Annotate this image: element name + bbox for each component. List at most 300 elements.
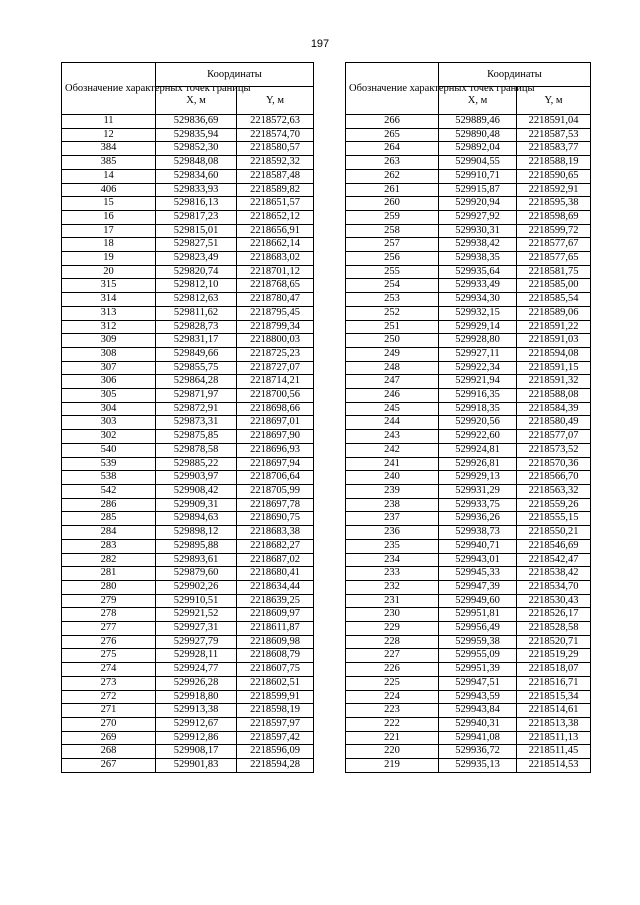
y-coordinate-cell: 2218697,94 xyxy=(237,457,314,471)
point-number-cell: 276 xyxy=(62,635,156,649)
table-row xyxy=(62,375,314,389)
x-coordinate-cell: 529889,46 xyxy=(439,115,517,129)
y-coordinate-cell: 2218574,70 xyxy=(237,128,314,142)
y-coordinate-cell: 2218599,72 xyxy=(517,224,591,238)
point-number-cell: 219 xyxy=(346,759,439,773)
x-coordinate-cell: 529928,11 xyxy=(156,649,237,663)
y-header: Y, м xyxy=(237,87,314,115)
table-row xyxy=(62,622,314,636)
x-coordinate-cell: 529926,28 xyxy=(156,676,237,690)
point-number-cell: 260 xyxy=(346,197,439,211)
point-number-cell: 540 xyxy=(62,443,156,457)
y-coordinate-cell: 2218597,42 xyxy=(237,731,314,745)
y-coordinate-cell: 2218607,75 xyxy=(237,663,314,677)
x-coordinate-cell: 529811,62 xyxy=(156,306,237,320)
table-row xyxy=(346,416,591,430)
point-number-cell: 270 xyxy=(62,717,156,731)
table-row xyxy=(346,430,591,444)
x-coordinate-cell: 529910,51 xyxy=(156,594,237,608)
point-number-cell: 285 xyxy=(62,512,156,526)
point-number-cell: 308 xyxy=(62,347,156,361)
y-coordinate-cell: 2218580,49 xyxy=(517,416,591,430)
point-number-cell: 269 xyxy=(62,731,156,745)
coordinates-header: Координаты xyxy=(156,63,314,87)
point-number-cell: 12 xyxy=(62,128,156,142)
x-coordinate-cell: 529875,85 xyxy=(156,430,237,444)
point-number-cell: 16 xyxy=(62,210,156,224)
x-coordinate-cell: 529912,67 xyxy=(156,717,237,731)
x-coordinate-cell: 529929,14 xyxy=(439,320,517,334)
table-body-right xyxy=(346,115,591,773)
x-coordinate-cell: 529849,66 xyxy=(156,347,237,361)
x-coordinate-cell: 529904,55 xyxy=(439,156,517,170)
point-number-cell: 305 xyxy=(62,389,156,403)
y-coordinate-cell: 2218697,01 xyxy=(237,416,314,430)
x-coordinate-cell: 529943,84 xyxy=(439,704,517,718)
y-coordinate-cell: 2218652,12 xyxy=(237,210,314,224)
y-coordinate-cell: 2218690,75 xyxy=(237,512,314,526)
y-coordinate-cell: 2218634,44 xyxy=(237,580,314,594)
x-coordinate-cell: 529941,08 xyxy=(439,731,517,745)
x-coordinate-cell: 529831,17 xyxy=(156,334,237,348)
x-coordinate-cell: 529920,94 xyxy=(439,197,517,211)
y-coordinate-cell: 2218608,79 xyxy=(237,649,314,663)
x-coordinate-cell: 529812,63 xyxy=(156,293,237,307)
y-coordinate-cell: 2218591,15 xyxy=(517,361,591,375)
table-row xyxy=(62,759,314,773)
x-coordinate-cell: 529924,77 xyxy=(156,663,237,677)
table-row xyxy=(62,320,314,334)
y-coordinate-cell: 2218799,34 xyxy=(237,320,314,334)
x-coordinate-cell: 529918,80 xyxy=(156,690,237,704)
x-coordinate-cell: 529827,51 xyxy=(156,238,237,252)
y-coordinate-cell: 2218583,77 xyxy=(517,142,591,156)
x-coordinate-cell: 529894,63 xyxy=(156,512,237,526)
table-row xyxy=(346,128,591,142)
y-coordinate-cell: 2218580,57 xyxy=(237,142,314,156)
table-row xyxy=(346,252,591,266)
table-row xyxy=(346,704,591,718)
point-number-cell: 256 xyxy=(346,252,439,266)
point-number-cell: 232 xyxy=(346,580,439,594)
x-coordinate-cell: 529855,75 xyxy=(156,361,237,375)
table-row xyxy=(62,334,314,348)
y-coordinate-cell: 2218534,70 xyxy=(517,580,591,594)
y-coordinate-cell: 2218683,38 xyxy=(237,526,314,540)
y-coordinate-cell: 2218706,64 xyxy=(237,471,314,485)
point-number-cell: 242 xyxy=(346,443,439,457)
y-coordinate-cell: 2218589,06 xyxy=(517,306,591,320)
y-coordinate-cell: 2218598,19 xyxy=(237,704,314,718)
y-coordinate-cell: 2218725,23 xyxy=(237,347,314,361)
y-coordinate-cell: 2218598,69 xyxy=(517,210,591,224)
x-coordinate-cell: 529947,39 xyxy=(439,580,517,594)
y-coordinate-cell: 2218542,47 xyxy=(517,553,591,567)
table-row xyxy=(62,608,314,622)
y-coordinate-cell: 2218680,41 xyxy=(237,567,314,581)
point-number-cell: 280 xyxy=(62,580,156,594)
x-header: X, м xyxy=(156,87,237,115)
table-row xyxy=(346,156,591,170)
table-row xyxy=(346,649,591,663)
x-coordinate-cell: 529921,52 xyxy=(156,608,237,622)
y-coordinate-cell: 2218577,07 xyxy=(517,430,591,444)
designation-header: Обозначение характерных точек границы xyxy=(62,63,156,115)
y-coordinate-cell: 2218611,87 xyxy=(237,622,314,636)
table-row xyxy=(62,224,314,238)
y-coordinate-cell: 2218519,29 xyxy=(517,649,591,663)
point-number-cell: 273 xyxy=(62,676,156,690)
point-number-cell: 246 xyxy=(346,389,439,403)
point-number-cell: 244 xyxy=(346,416,439,430)
table-row xyxy=(62,676,314,690)
table-row xyxy=(346,443,591,457)
x-coordinate-cell: 529909,31 xyxy=(156,498,237,512)
y-coordinate-cell: 2218588,08 xyxy=(517,389,591,403)
point-number-cell: 241 xyxy=(346,457,439,471)
x-coordinate-cell: 529927,11 xyxy=(439,347,517,361)
table-row xyxy=(62,347,314,361)
x-coordinate-cell: 529892,04 xyxy=(439,142,517,156)
y-coordinate-cell: 2218538,42 xyxy=(517,567,591,581)
y-coordinate-cell: 2218514,61 xyxy=(517,704,591,718)
x-coordinate-cell: 529947,51 xyxy=(439,676,517,690)
x-coordinate-cell: 529940,31 xyxy=(439,717,517,731)
point-number-cell: 272 xyxy=(62,690,156,704)
table-row xyxy=(62,539,314,553)
x-coordinate-cell: 529878,58 xyxy=(156,443,237,457)
table-row xyxy=(346,169,591,183)
x-coordinate-cell: 529918,35 xyxy=(439,402,517,416)
x-coordinate-cell: 529817,23 xyxy=(156,210,237,224)
y-coordinate-cell: 2218550,21 xyxy=(517,526,591,540)
table-row xyxy=(62,580,314,594)
x-coordinate-cell: 529893,61 xyxy=(156,553,237,567)
x-coordinate-cell: 529949,60 xyxy=(439,594,517,608)
point-number-cell: 257 xyxy=(346,238,439,252)
point-number-cell: 225 xyxy=(346,676,439,690)
x-coordinate-cell: 529943,01 xyxy=(439,553,517,567)
table-row xyxy=(346,498,591,512)
point-number-cell: 284 xyxy=(62,526,156,540)
point-number-cell: 266 xyxy=(346,115,439,129)
x-coordinate-cell: 529898,12 xyxy=(156,526,237,540)
x-coordinate-cell: 529933,49 xyxy=(439,279,517,293)
point-number-cell: 281 xyxy=(62,567,156,581)
table-row xyxy=(346,484,591,498)
table-row xyxy=(62,156,314,170)
point-number-cell: 274 xyxy=(62,663,156,677)
point-number-cell: 259 xyxy=(346,210,439,224)
y-coordinate-cell: 2218511,13 xyxy=(517,731,591,745)
point-number-cell: 309 xyxy=(62,334,156,348)
x-coordinate-cell: 529936,72 xyxy=(439,745,517,759)
coordinates-header: Координаты xyxy=(439,63,591,87)
point-number-cell: 239 xyxy=(346,484,439,498)
point-number-cell: 271 xyxy=(62,704,156,718)
point-number-cell: 222 xyxy=(346,717,439,731)
y-coordinate-cell: 2218683,02 xyxy=(237,252,314,266)
y-coordinate-cell: 2218800,03 xyxy=(237,334,314,348)
x-coordinate-cell: 529872,91 xyxy=(156,402,237,416)
point-number-cell: 17 xyxy=(62,224,156,238)
table-row xyxy=(346,717,591,731)
table-row xyxy=(62,594,314,608)
y-coordinate-cell: 2218592,32 xyxy=(237,156,314,170)
x-coordinate-cell: 529920,56 xyxy=(439,416,517,430)
y-coordinate-cell: 2218727,07 xyxy=(237,361,314,375)
table-row xyxy=(62,745,314,759)
point-number-cell: 277 xyxy=(62,622,156,636)
y-coordinate-cell: 2218687,02 xyxy=(237,553,314,567)
y-coordinate-cell: 2218572,63 xyxy=(237,115,314,129)
point-number-cell: 307 xyxy=(62,361,156,375)
table-row xyxy=(62,402,314,416)
point-number-cell: 265 xyxy=(346,128,439,142)
point-number-cell: 238 xyxy=(346,498,439,512)
table-row xyxy=(62,498,314,512)
point-number-cell: 539 xyxy=(62,457,156,471)
point-number-cell: 18 xyxy=(62,238,156,252)
coordinates-table-right xyxy=(345,62,591,773)
point-number-cell: 240 xyxy=(346,471,439,485)
y-coordinate-cell: 2218581,75 xyxy=(517,265,591,279)
point-number-cell: 245 xyxy=(346,402,439,416)
table-row xyxy=(346,608,591,622)
x-coordinate-cell: 529934,30 xyxy=(439,293,517,307)
point-number-cell: 279 xyxy=(62,594,156,608)
point-number-cell: 223 xyxy=(346,704,439,718)
table-row xyxy=(346,183,591,197)
table-row xyxy=(346,115,591,129)
x-coordinate-cell: 529833,93 xyxy=(156,183,237,197)
table-row xyxy=(62,265,314,279)
table-row xyxy=(62,635,314,649)
x-coordinate-cell: 529933,75 xyxy=(439,498,517,512)
coordinates-table-left xyxy=(61,62,314,773)
x-coordinate-cell: 529938,42 xyxy=(439,238,517,252)
table-row xyxy=(62,416,314,430)
table-row xyxy=(62,197,314,211)
table-row xyxy=(62,142,314,156)
table-row xyxy=(346,580,591,594)
x-coordinate-cell: 529823,49 xyxy=(156,252,237,266)
point-number-cell: 538 xyxy=(62,471,156,485)
x-coordinate-cell: 529929,13 xyxy=(439,471,517,485)
point-number-cell: 283 xyxy=(62,539,156,553)
y-coordinate-cell: 2218516,71 xyxy=(517,676,591,690)
table-row xyxy=(62,512,314,526)
y-coordinate-cell: 2218714,21 xyxy=(237,375,314,389)
x-coordinate-cell: 529916,35 xyxy=(439,389,517,403)
y-coordinate-cell: 2218682,27 xyxy=(237,539,314,553)
point-number-cell: 227 xyxy=(346,649,439,663)
y-coordinate-cell: 2218577,65 xyxy=(517,252,591,266)
table-row xyxy=(346,265,591,279)
point-number-cell: 221 xyxy=(346,731,439,745)
point-number-cell: 312 xyxy=(62,320,156,334)
x-coordinate-cell: 529871,97 xyxy=(156,389,237,403)
x-coordinate-cell: 529927,79 xyxy=(156,635,237,649)
y-coordinate-cell: 2218555,15 xyxy=(517,512,591,526)
x-coordinate-cell: 529908,42 xyxy=(156,484,237,498)
y-coordinate-cell: 2218585,54 xyxy=(517,293,591,307)
y-coordinate-cell: 2218592,91 xyxy=(517,183,591,197)
y-coordinate-cell: 2218795,45 xyxy=(237,306,314,320)
table-row xyxy=(62,169,314,183)
x-coordinate-cell: 529936,26 xyxy=(439,512,517,526)
x-coordinate-cell: 529879,60 xyxy=(156,567,237,581)
x-coordinate-cell: 529816,13 xyxy=(156,197,237,211)
point-number-cell: 248 xyxy=(346,361,439,375)
table-row xyxy=(62,210,314,224)
table-row xyxy=(62,293,314,307)
table-row xyxy=(346,731,591,745)
table-row xyxy=(346,361,591,375)
table-row xyxy=(62,704,314,718)
table-row xyxy=(62,471,314,485)
point-number-cell: 278 xyxy=(62,608,156,622)
table-row xyxy=(62,731,314,745)
table-row xyxy=(346,594,591,608)
y-coordinate-cell: 2218591,22 xyxy=(517,320,591,334)
y-coordinate-cell: 2218639,25 xyxy=(237,594,314,608)
table-row xyxy=(62,484,314,498)
y-coordinate-cell: 2218696,93 xyxy=(237,443,314,457)
point-number-cell: 253 xyxy=(346,293,439,307)
page-number: 197 xyxy=(310,38,330,50)
y-coordinate-cell: 2218656,91 xyxy=(237,224,314,238)
table-row xyxy=(346,320,591,334)
x-coordinate-cell: 529945,33 xyxy=(439,567,517,581)
x-coordinate-cell: 529940,71 xyxy=(439,539,517,553)
y-coordinate-cell: 2218591,04 xyxy=(517,115,591,129)
point-number-cell: 306 xyxy=(62,375,156,389)
point-number-cell: 542 xyxy=(62,484,156,498)
point-number-cell: 302 xyxy=(62,430,156,444)
y-coordinate-cell: 2218546,69 xyxy=(517,539,591,553)
x-coordinate-cell: 529938,73 xyxy=(439,526,517,540)
point-number-cell: 228 xyxy=(346,635,439,649)
y-coordinate-cell: 2218577,67 xyxy=(517,238,591,252)
x-coordinate-cell: 529922,34 xyxy=(439,361,517,375)
point-number-cell: 258 xyxy=(346,224,439,238)
point-number-cell: 286 xyxy=(62,498,156,512)
y-coordinate-cell: 2218697,90 xyxy=(237,430,314,444)
y-coordinate-cell: 2218589,82 xyxy=(237,183,314,197)
point-number-cell: 261 xyxy=(346,183,439,197)
y-header: Y, м xyxy=(517,87,591,115)
point-number-cell: 255 xyxy=(346,265,439,279)
y-coordinate-cell: 2218588,19 xyxy=(517,156,591,170)
x-coordinate-cell: 529913,38 xyxy=(156,704,237,718)
table-row xyxy=(62,279,314,293)
point-number-cell: 15 xyxy=(62,197,156,211)
x-coordinate-cell: 529848,08 xyxy=(156,156,237,170)
point-number-cell: 303 xyxy=(62,416,156,430)
point-number-cell: 262 xyxy=(346,169,439,183)
y-coordinate-cell: 2218662,14 xyxy=(237,238,314,252)
y-coordinate-cell: 2218591,32 xyxy=(517,375,591,389)
x-coordinate-cell: 529828,73 xyxy=(156,320,237,334)
point-number-cell: 275 xyxy=(62,649,156,663)
y-coordinate-cell: 2218563,32 xyxy=(517,484,591,498)
point-number-cell: 252 xyxy=(346,306,439,320)
point-number-cell: 231 xyxy=(346,594,439,608)
x-coordinate-cell: 529955,09 xyxy=(439,649,517,663)
point-number-cell: 220 xyxy=(346,745,439,759)
x-coordinate-cell: 529852,30 xyxy=(156,142,237,156)
y-coordinate-cell: 2218513,38 xyxy=(517,717,591,731)
point-number-cell: 263 xyxy=(346,156,439,170)
x-coordinate-cell: 529951,39 xyxy=(439,663,517,677)
x-coordinate-cell: 529956,49 xyxy=(439,622,517,636)
point-number-cell: 385 xyxy=(62,156,156,170)
x-coordinate-cell: 529812,10 xyxy=(156,279,237,293)
table-row xyxy=(346,690,591,704)
point-number-cell: 247 xyxy=(346,375,439,389)
table-row xyxy=(346,347,591,361)
table-row xyxy=(62,690,314,704)
x-coordinate-cell: 529926,81 xyxy=(439,457,517,471)
y-coordinate-cell: 2218559,26 xyxy=(517,498,591,512)
table-row xyxy=(62,443,314,457)
x-coordinate-cell: 529908,17 xyxy=(156,745,237,759)
table-row xyxy=(62,717,314,731)
table-row xyxy=(62,128,314,142)
point-number-cell: 264 xyxy=(346,142,439,156)
y-coordinate-cell: 2218609,98 xyxy=(237,635,314,649)
y-coordinate-cell: 2218566,70 xyxy=(517,471,591,485)
table-row xyxy=(62,238,314,252)
point-number-cell: 20 xyxy=(62,265,156,279)
point-number-cell: 14 xyxy=(62,169,156,183)
table-row xyxy=(346,238,591,252)
table-row xyxy=(62,361,314,375)
x-coordinate-cell: 529912,86 xyxy=(156,731,237,745)
table-row xyxy=(62,183,314,197)
table-row xyxy=(346,567,591,581)
y-coordinate-cell: 2218590,65 xyxy=(517,169,591,183)
x-coordinate-cell: 529921,94 xyxy=(439,375,517,389)
point-number-cell: 313 xyxy=(62,306,156,320)
y-coordinate-cell: 2218599,91 xyxy=(237,690,314,704)
y-coordinate-cell: 2218698,66 xyxy=(237,402,314,416)
y-coordinate-cell: 2218697,78 xyxy=(237,498,314,512)
x-coordinate-cell: 529928,80 xyxy=(439,334,517,348)
y-coordinate-cell: 2218526,17 xyxy=(517,608,591,622)
table-row xyxy=(62,389,314,403)
x-coordinate-cell: 529959,38 xyxy=(439,635,517,649)
table-row xyxy=(346,635,591,649)
y-coordinate-cell: 2218511,45 xyxy=(517,745,591,759)
y-coordinate-cell: 2218780,47 xyxy=(237,293,314,307)
point-number-cell: 11 xyxy=(62,115,156,129)
x-coordinate-cell: 529910,71 xyxy=(439,169,517,183)
x-coordinate-cell: 529927,31 xyxy=(156,622,237,636)
point-number-cell: 268 xyxy=(62,745,156,759)
table-row xyxy=(346,553,591,567)
x-coordinate-cell: 529915,87 xyxy=(439,183,517,197)
point-number-cell: 282 xyxy=(62,553,156,567)
x-coordinate-cell: 529930,31 xyxy=(439,224,517,238)
point-number-cell: 224 xyxy=(346,690,439,704)
y-coordinate-cell: 2218587,53 xyxy=(517,128,591,142)
x-coordinate-cell: 529820,74 xyxy=(156,265,237,279)
table-row xyxy=(62,430,314,444)
table-row xyxy=(62,649,314,663)
y-coordinate-cell: 2218514,53 xyxy=(517,759,591,773)
